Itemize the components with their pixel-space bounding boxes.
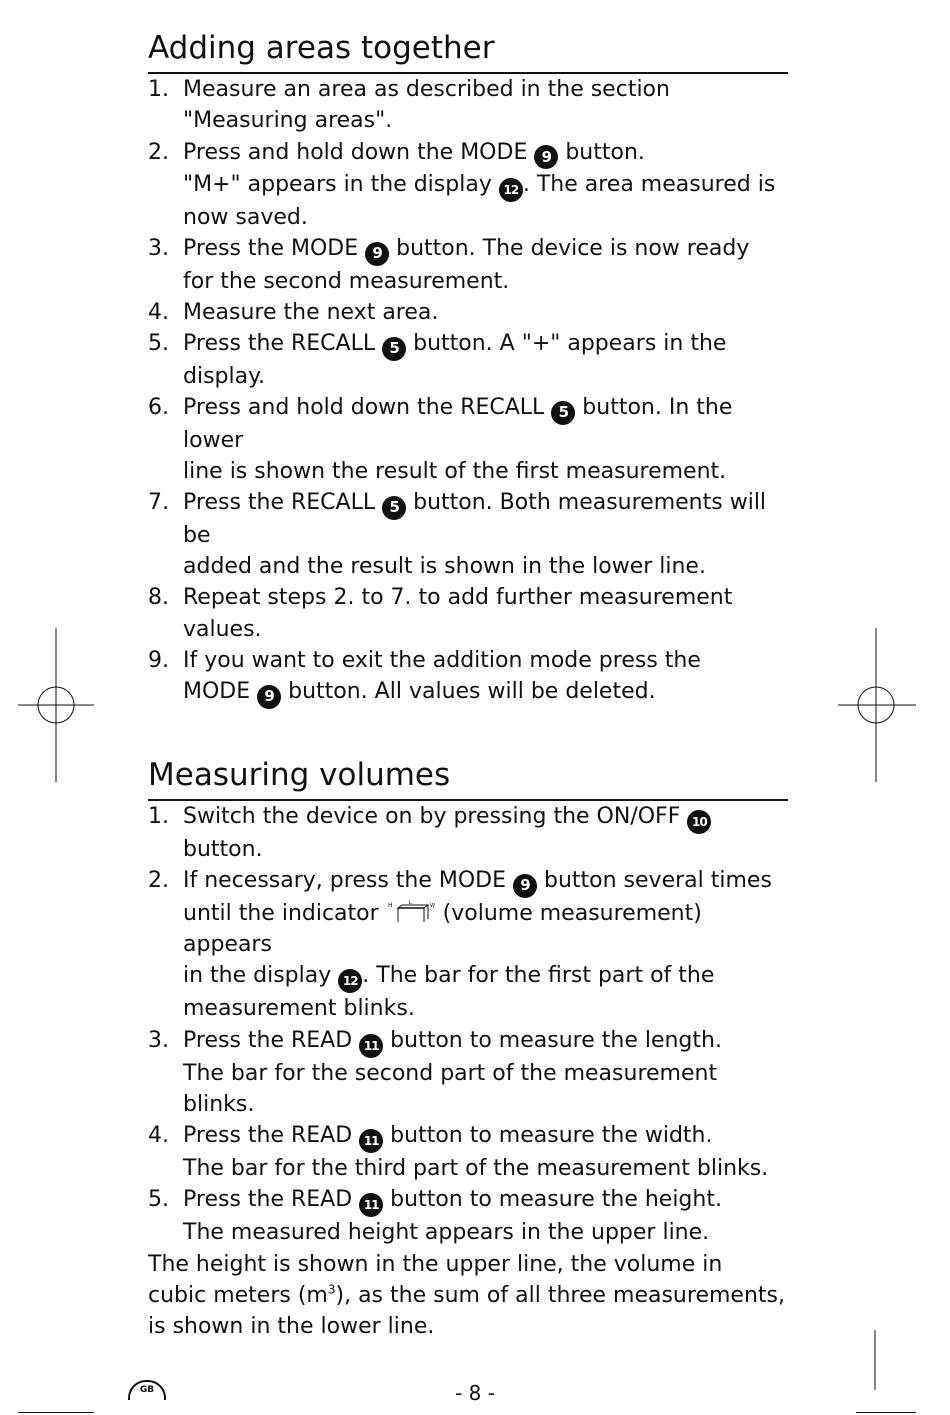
crop-line xyxy=(18,1412,94,1413)
language-badge: GB xyxy=(128,1380,166,1400)
volume-result-paragraph: The height is shown in the upper line, the volume in cubic meters $(m^3)$, as the sum of all three measurements, is shown in the lower line. xyxy=(148,1251,785,1340)
list-item: 3. Press the READ 11 button to measure the length. The bar for the second part of the measurement blinks. xyxy=(148,1027,722,1117)
on-off-button-number-icon: 10 xyxy=(687,810,711,834)
list-item: 2. Press and hold down the MODE 9 button. "M+" appears in the display 12 . The area measured is now saved. xyxy=(148,139,776,231)
list-item: 4. Measure the next area. xyxy=(148,300,439,326)
svg-text:L: L xyxy=(408,899,412,906)
list-item: 5. Press the READ 11 button to measure the height. The measured height appears in the upper line. xyxy=(148,1187,722,1246)
registration-mark-right xyxy=(838,628,918,782)
list-item: 1. Switch the device on by pressing the ON/OFF 10 button. xyxy=(148,801,788,865)
read-button-number-icon: 11 xyxy=(359,1129,383,1153)
volume-measurement-icon xyxy=(386,898,436,924)
list-item: 1. Measure an area as described in the section "Measuring areas". xyxy=(148,77,670,134)
mode-button-number-icon: 9 xyxy=(513,874,537,898)
list-item: 7. Press the RECALL 5 button. Both measurements will be added and the result is shown in the lower line. xyxy=(148,490,767,580)
list-item: 8. Repeat steps 2. to 7. to add further measurement values. xyxy=(148,585,733,642)
recall-button-number-icon: 5 xyxy=(382,337,406,361)
list-item: 4. Press the READ 11 button to measure the width. The bar for the third part of the measurement blinks. xyxy=(148,1123,769,1182)
page-content xyxy=(148,26,788,1343)
page-number: - 8 - xyxy=(455,1381,495,1405)
list-item: 9. If you want to exit the addition mode press the MODE 9 button. All values will be deleted. xyxy=(148,645,788,709)
list-item: 2. If necessary, press the MODE 9 button several times until the indicator H L W (volume measurement) appears in the display 12 . The bar for the first part of the measurement blinks. xyxy=(148,868,772,1022)
mode-button-number-icon: 9 xyxy=(257,685,281,709)
svg-text:W: W xyxy=(429,902,435,909)
crop-line xyxy=(856,1412,916,1413)
list-item: 3. Press the MODE 9 button. The device is now ready for the second measurement. xyxy=(148,236,750,294)
section-title-adding-areas: Adding areas together xyxy=(148,26,788,74)
mode-button-number-icon: 9 xyxy=(365,242,389,266)
display-number-icon: 12 xyxy=(338,969,362,993)
mode-button-number-icon: 9 xyxy=(534,145,558,169)
section-title-measuring-volumes: Measuring volumes xyxy=(148,753,788,801)
measuring-volumes-steps xyxy=(148,801,788,1249)
read-button-number-icon: 11 xyxy=(359,1034,383,1058)
registration-mark-left xyxy=(18,628,98,782)
adding-areas-steps xyxy=(148,74,788,709)
list-item: 5. Press the RECALL 5 button. A "+" appears in the display. xyxy=(148,331,727,389)
recall-button-number-icon: 5 xyxy=(551,401,575,425)
svg-text:H: H xyxy=(387,901,393,909)
list-item: 6. Press and hold down the RECALL 5 button. In the lower line is shown the result of the first measurement. xyxy=(148,395,733,485)
read-button-number-icon: 11 xyxy=(359,1193,383,1217)
recall-button-number-icon: 5 xyxy=(382,496,406,520)
display-number-icon: 12 xyxy=(499,178,523,202)
